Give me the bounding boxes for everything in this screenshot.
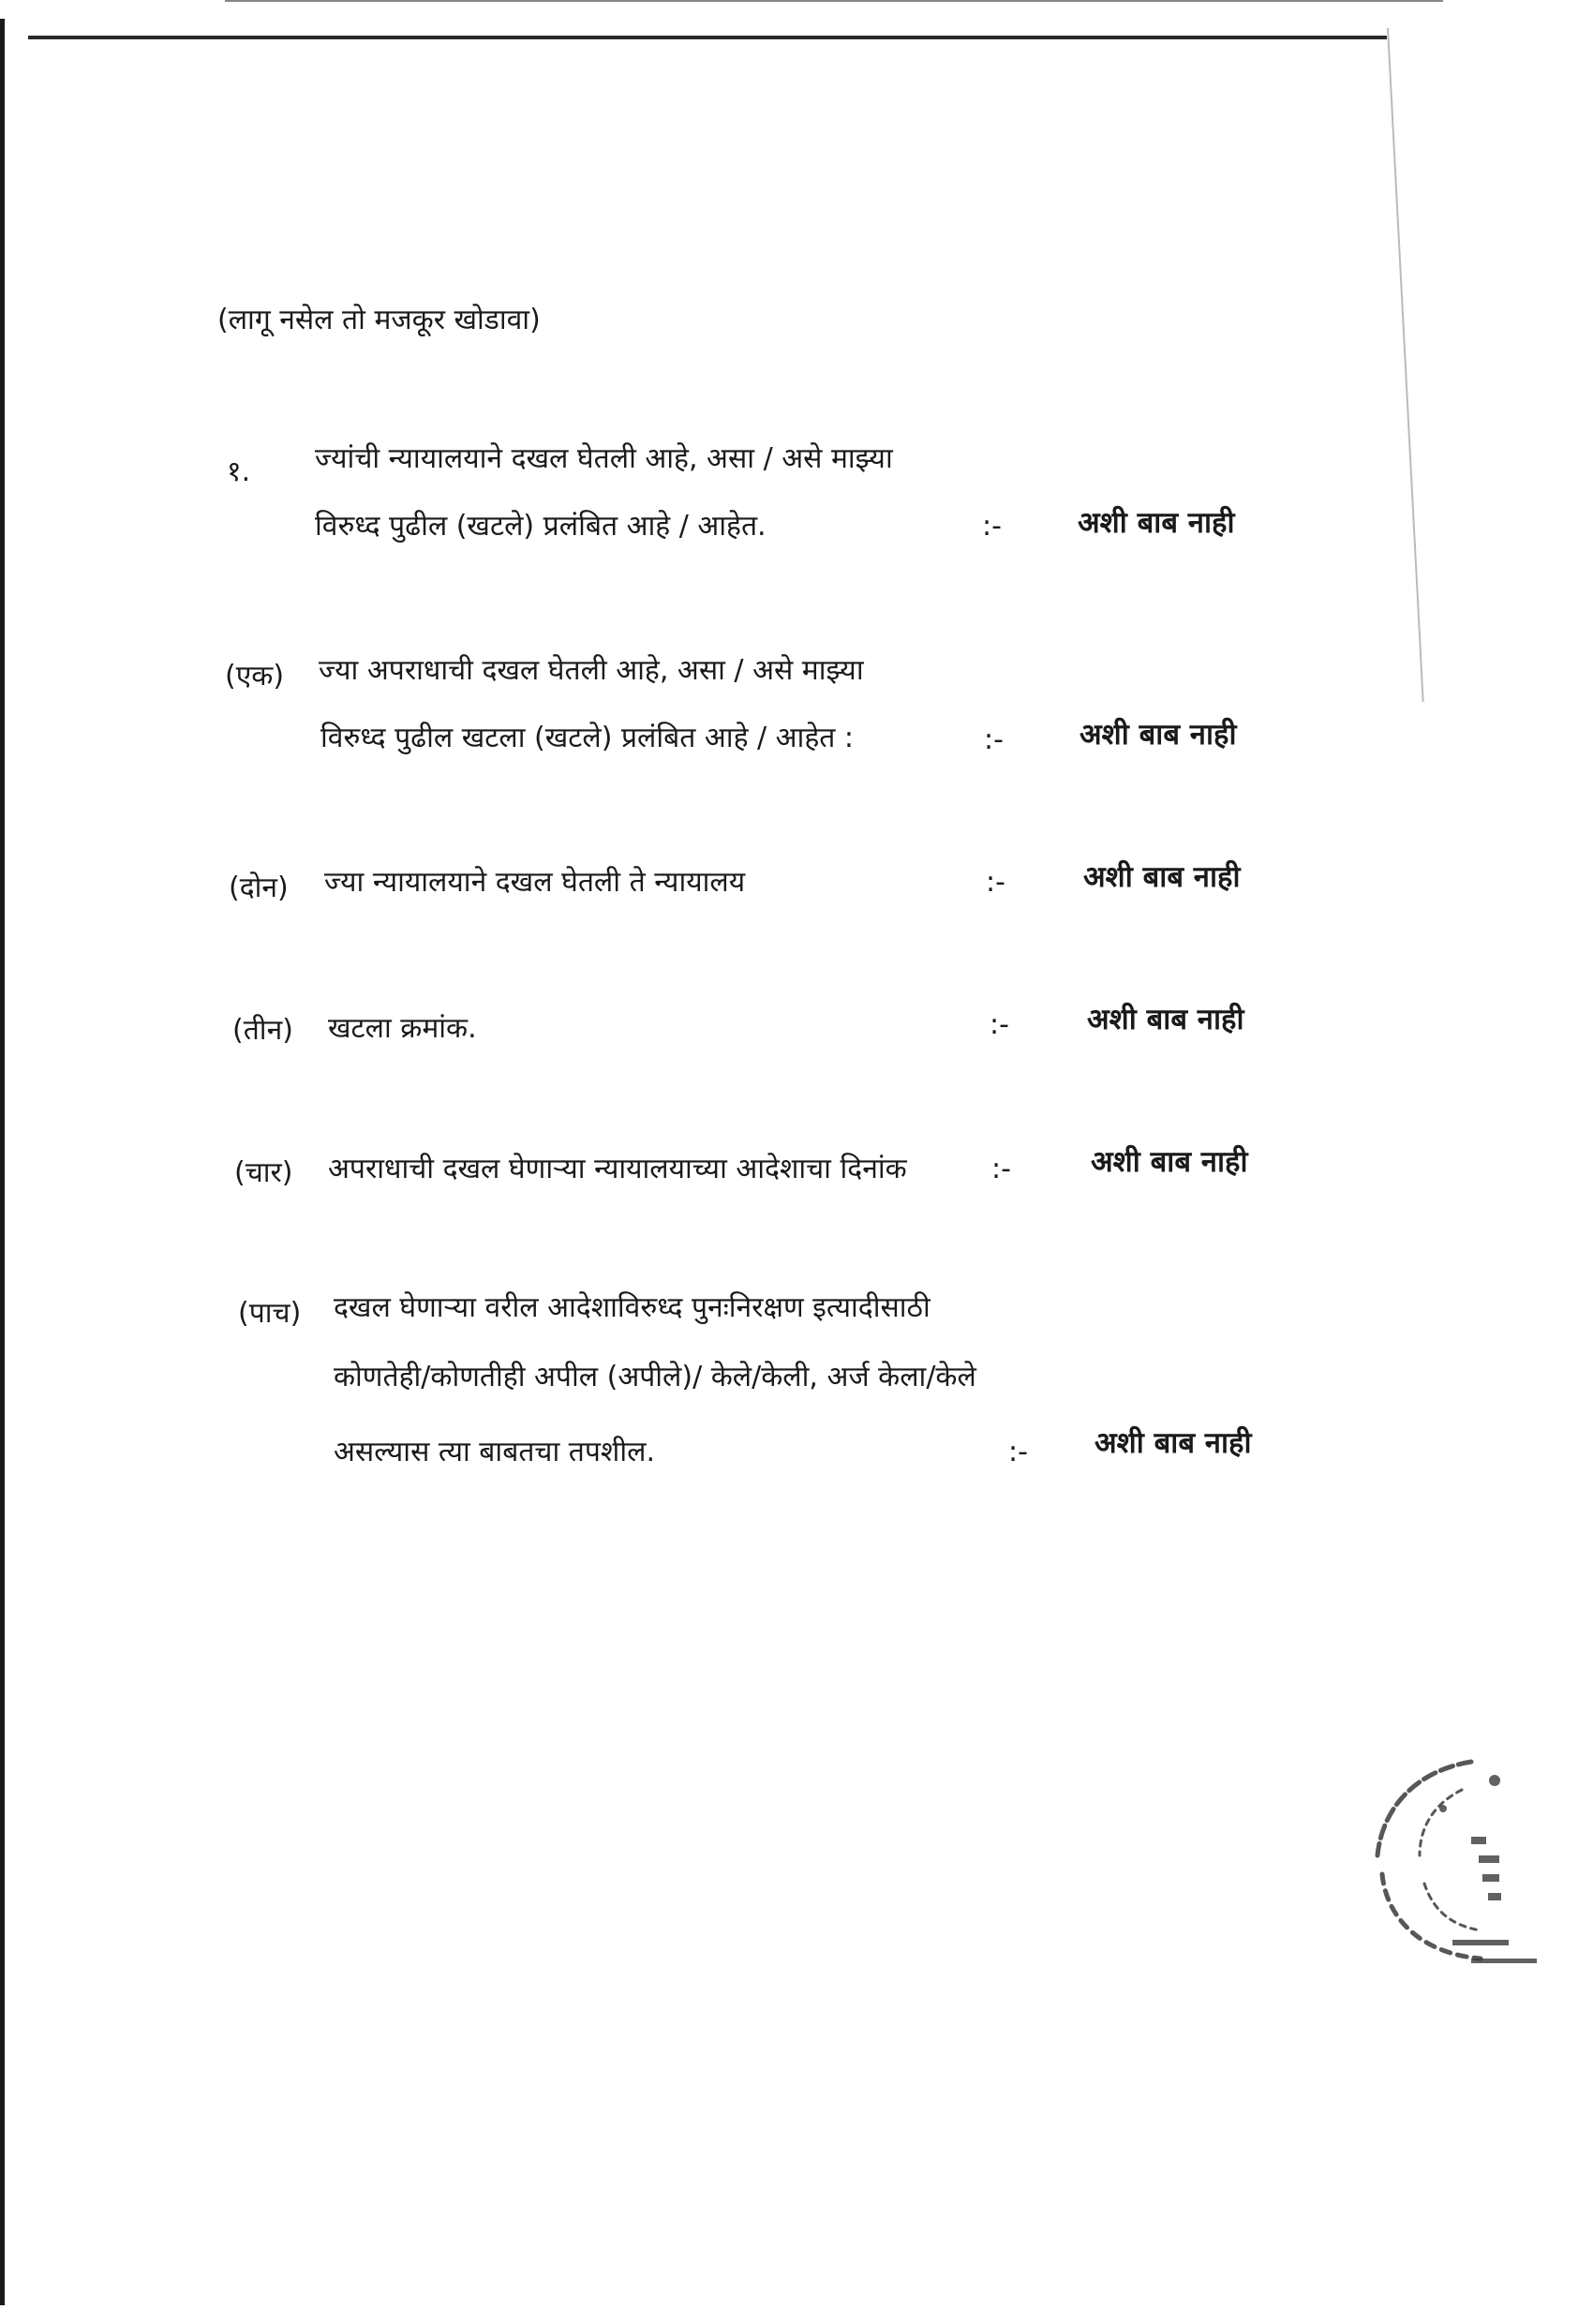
item-number-ek: (एक): [225, 660, 285, 693]
item-pach-answer: अशी बाब नाही: [1094, 1426, 1252, 1460]
top-faint-rule: [225, 0, 1443, 2]
item-1-answer: अशी बाब नाही: [1078, 506, 1235, 540]
item-number-teen: (तीन): [232, 1014, 293, 1047]
item-1-separator: :-: [982, 510, 1002, 543]
item-number-pach: (पाच): [238, 1297, 302, 1330]
item-ek-answer: अशी बाब नाही: [1079, 718, 1237, 752]
instruction-note: (लागू नसेल तो मजकूर खोडावा): [217, 304, 541, 336]
item-1-line-1: ज्यांची न्यायालयाने दखल घेतली आहे, असा / असे माझ्या: [315, 442, 893, 475]
item-pach-line-1: दखल घेणाऱ्या वरील आदेशाविरुध्द पुनःनिरक्षण इत्यादीसाठी: [334, 1291, 930, 1324]
item-don-answer: अशी बाब नाही: [1083, 860, 1241, 894]
item-1-line-2: विरुध्द पुढील (खटले) प्रलंबित आहे / आहेत.: [315, 510, 767, 543]
top-rule: [28, 36, 1387, 39]
item-char-answer: अशी बाब नाही: [1091, 1145, 1248, 1179]
partial-stamp-seal: [1331, 1752, 1556, 1977]
item-don-line-1: ज्या न्यायालयाने दखल घेतली ते न्यायालय: [324, 866, 746, 899]
item-ek-separator: :-: [984, 723, 1004, 756]
item-number-1: १.: [227, 455, 251, 488]
item-char-line-1: अपराधाची दखल घेणाऱ्या न्यायालयाच्या आदेशाचा दिनांक: [328, 1153, 907, 1185]
item-pach-separator: :-: [1008, 1436, 1028, 1468]
item-number-char: (चार): [234, 1156, 293, 1189]
scan-right-edge: [1387, 28, 1424, 702]
item-don-separator: :-: [986, 866, 1005, 899]
item-number-don: (दोन): [229, 872, 289, 904]
item-teen-line-1: खटला क्रमांक.: [328, 1012, 477, 1045]
item-teen-separator: :-: [990, 1008, 1009, 1041]
scan-left-edge: [0, 19, 5, 2305]
item-pach-line-3: असल्यास त्या बाबतचा तपशील.: [334, 1436, 655, 1468]
item-pach-line-2: कोणतेही/कोणतीही अपील (अपीले)/ केले/केली, अर्ज केला/केले: [334, 1361, 976, 1393]
item-ek-line-1: ज्या अपराधाची दखल घेतली आहे, असा / असे माझ्या: [319, 654, 864, 687]
item-ek-line-2: विरुध्द पुढील खटला (खटले) प्रलंबित आहे / आहेत :: [320, 722, 855, 754]
item-char-separator: :-: [991, 1153, 1011, 1185]
item-teen-answer: अशी बाब नाही: [1087, 1003, 1244, 1036]
